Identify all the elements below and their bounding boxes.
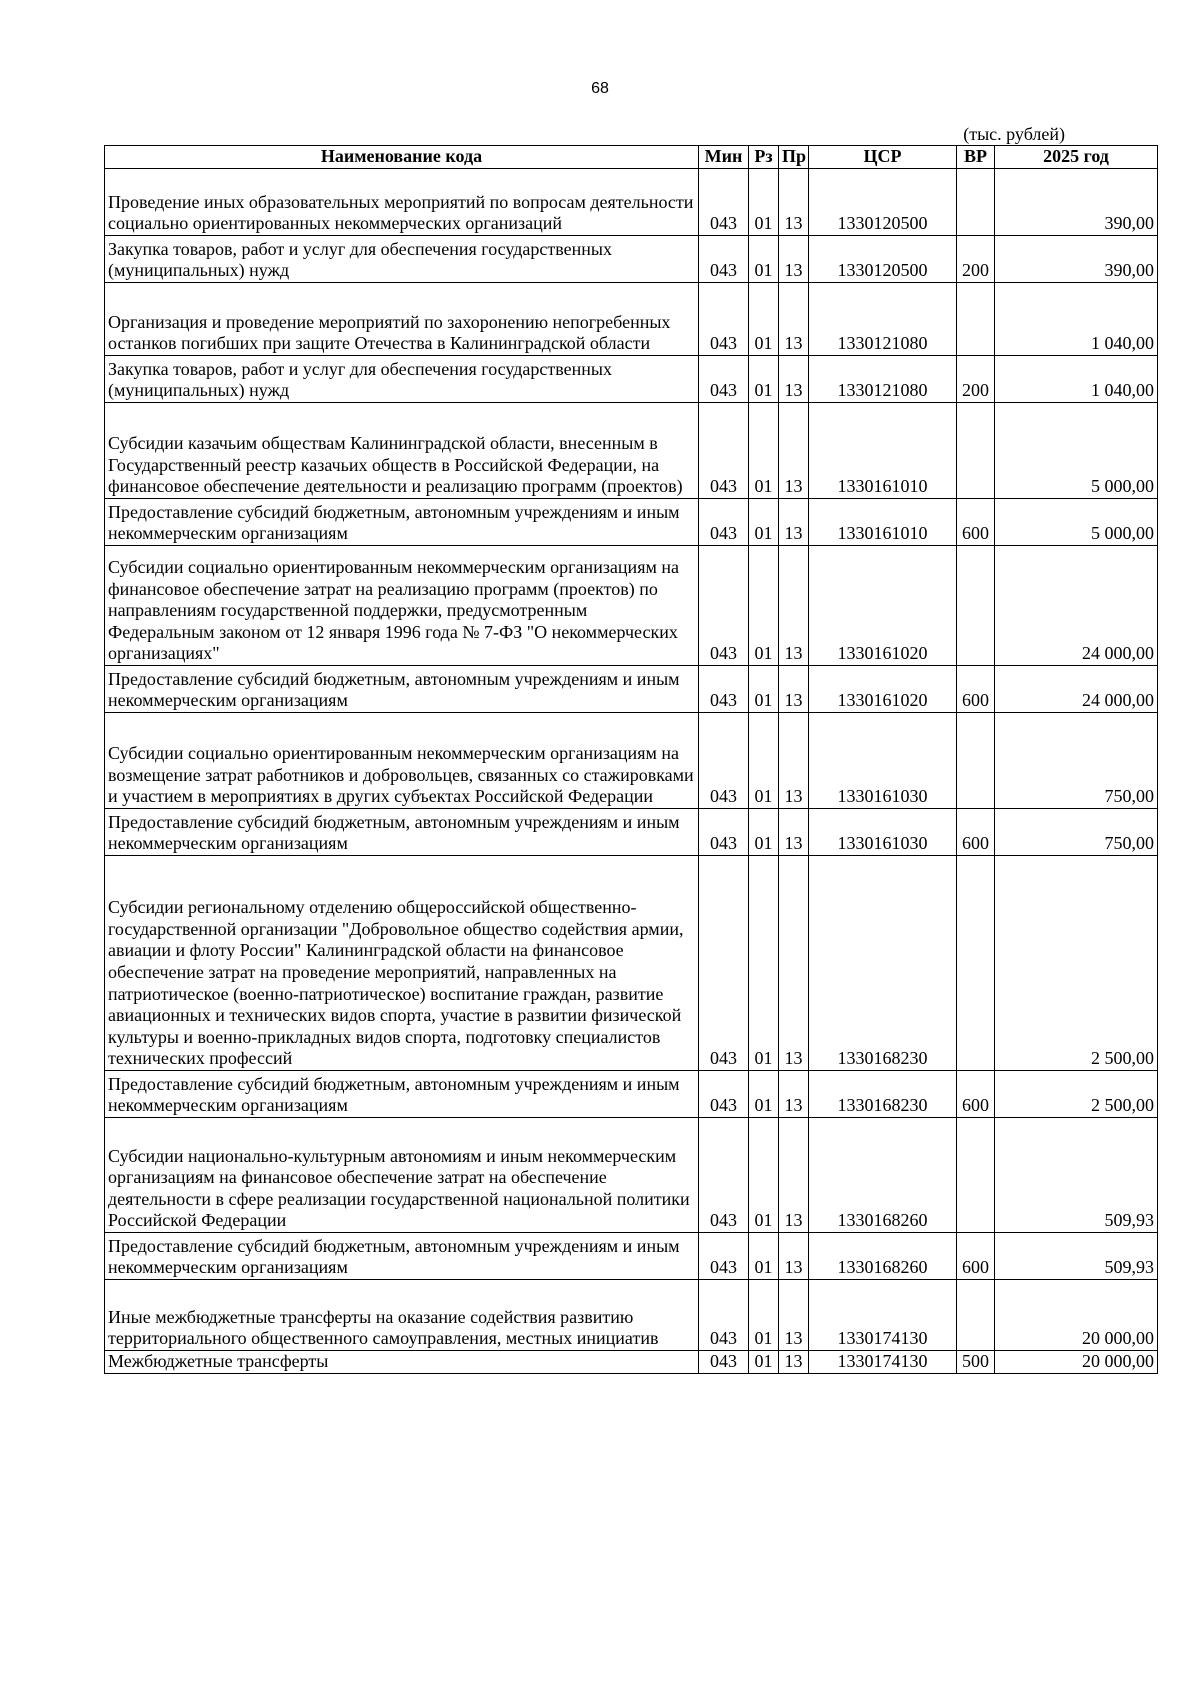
cell-vr: 600	[957, 1071, 995, 1118]
header-year: 2025 год	[995, 146, 1158, 169]
cell-value: 750,00	[995, 713, 1158, 809]
cell-min: 043	[699, 236, 749, 283]
cell-csr: 1330168230	[809, 856, 957, 1071]
cell-name: Предоставление субсидий бюджетным, автономным учреждениям и иным некоммерческим организациям	[105, 809, 699, 856]
cell-min: 043	[699, 283, 749, 356]
cell-value: 24 000,00	[995, 546, 1158, 666]
table-row	[105, 283, 1158, 356]
cell-value: 24 000,00	[995, 666, 1158, 713]
cell-rz: 01	[749, 856, 779, 1071]
cell-rz: 01	[749, 356, 779, 403]
cell-name: Закупка товаров, работ и услуг для обеспечения государственных (муниципальных) нужд	[105, 356, 699, 403]
cell-vr	[957, 856, 995, 1071]
cell-name: Предоставление субсидий бюджетным, автономным учреждениям и иным некоммерческим организациям	[105, 499, 699, 546]
cell-csr: 1330168260	[809, 1118, 957, 1233]
cell-min: 043	[699, 1071, 749, 1118]
cell-vr	[957, 169, 995, 236]
cell-csr: 1330174130	[809, 1280, 957, 1351]
cell-min: 043	[699, 1351, 749, 1374]
cell-value: 2 500,00	[995, 856, 1158, 1071]
cell-rz: 01	[749, 169, 779, 236]
page-number: 68	[591, 80, 609, 97]
cell-csr: 1330168230	[809, 1071, 957, 1118]
cell-pr: 13	[779, 666, 809, 713]
table-row	[105, 546, 1158, 666]
table-row	[105, 356, 1158, 403]
cell-value: 20 000,00	[995, 1351, 1158, 1374]
cell-name: Закупка товаров, работ и услуг для обеспечения государственных (муниципальных) нужд	[105, 236, 699, 283]
table-row	[105, 403, 1158, 499]
cell-pr: 13	[779, 499, 809, 546]
cell-rz: 01	[749, 666, 779, 713]
cell-vr: 600	[957, 809, 995, 856]
cell-value: 509,93	[995, 1233, 1158, 1280]
cell-min: 043	[699, 169, 749, 236]
cell-value: 509,93	[995, 1118, 1158, 1233]
cell-rz: 01	[749, 283, 779, 356]
cell-pr: 13	[779, 856, 809, 1071]
cell-name: Организация и проведение мероприятий по захоронению непогребенных останков погибших при защите Отечества в Калининградской области	[105, 283, 699, 356]
cell-pr: 13	[779, 283, 809, 356]
cell-name: Иные межбюджетные трансферты на оказание содействия развитию территориального общественного самоуправления, местных инициатив	[105, 1280, 699, 1351]
header-name: Наименование кода	[105, 146, 699, 169]
cell-pr: 13	[779, 809, 809, 856]
table-row	[105, 1118, 1158, 1233]
cell-min: 043	[699, 856, 749, 1071]
cell-rz: 01	[749, 1071, 779, 1118]
header-pr: Пр	[779, 146, 809, 169]
cell-vr: 600	[957, 499, 995, 546]
cell-rz: 01	[749, 236, 779, 283]
cell-pr: 13	[779, 1118, 809, 1233]
cell-vr	[957, 1118, 995, 1233]
cell-csr: 1330161020	[809, 666, 957, 713]
cell-rz: 01	[749, 403, 779, 499]
cell-csr: 1330161030	[809, 713, 957, 809]
cell-rz: 01	[749, 1118, 779, 1233]
cell-value: 750,00	[995, 809, 1158, 856]
budget-table	[104, 145, 1158, 1374]
cell-pr: 13	[779, 713, 809, 809]
cell-rz: 01	[749, 1280, 779, 1351]
cell-rz: 01	[749, 1233, 779, 1280]
cell-value: 390,00	[995, 169, 1158, 236]
cell-vr: 200	[957, 236, 995, 283]
cell-csr: 1330174130	[809, 1351, 957, 1374]
table-row	[105, 1280, 1158, 1351]
cell-name: Субсидии социально ориентированным некоммерческим организациям на возмещение затрат работников и добровольцев, связанных со стажировками и участием в мероприятиях в других субъектах Российской Федерации	[105, 713, 699, 809]
cell-min: 043	[699, 1280, 749, 1351]
cell-min: 043	[699, 403, 749, 499]
cell-csr: 1330120500	[809, 236, 957, 283]
cell-csr: 1330168260	[809, 1233, 957, 1280]
cell-csr: 1330161010	[809, 499, 957, 546]
header-rz: Рз	[749, 146, 779, 169]
cell-name: Субсидии региональному отделению общероссийской общественно-государственной организации "Добровольное общество содействия армии, авиации и флоту России" Калининградской области на финансовое обеспечение затрат на проведение мероприятий, направленных на патриотическое (военно-патриотическое) воспитание граждан, развитие авиационных и технических видов спорта, участие в развитии физической культуры и военно-прикладных видов спорта, подготовку специалистов технических профессий	[105, 856, 699, 1071]
cell-value: 1 040,00	[995, 283, 1158, 356]
cell-min: 043	[699, 1118, 749, 1233]
table-header-row	[105, 146, 1158, 169]
cell-name: Субсидии социально ориентированным некоммерческим организациям на финансовое обеспечение затрат на реализацию программ (проектов) по направлениям государственной поддержки, предусмотренным Федеральным законом от 12 января 1996 года № 7-ФЗ "О некоммерческих организациях"	[105, 546, 699, 666]
table-row	[105, 856, 1158, 1071]
cell-min: 043	[699, 499, 749, 546]
cell-pr: 13	[779, 546, 809, 666]
cell-csr: 1330161020	[809, 546, 957, 666]
cell-name: Предоставление субсидий бюджетным, автономным учреждениям и иным некоммерческим организациям	[105, 666, 699, 713]
cell-vr	[957, 546, 995, 666]
cell-min: 043	[699, 356, 749, 403]
cell-pr: 13	[779, 403, 809, 499]
cell-min: 043	[699, 713, 749, 809]
cell-value: 5 000,00	[995, 403, 1158, 499]
cell-min: 043	[699, 1233, 749, 1280]
table-row	[105, 1233, 1158, 1280]
cell-rz: 01	[749, 546, 779, 666]
cell-rz: 01	[749, 499, 779, 546]
cell-min: 043	[699, 546, 749, 666]
cell-pr: 13	[779, 169, 809, 236]
cell-value: 20 000,00	[995, 1280, 1158, 1351]
cell-vr: 600	[957, 1233, 995, 1280]
table-row	[105, 713, 1158, 809]
cell-csr: 1330121080	[809, 283, 957, 356]
cell-name: Предоставление субсидий бюджетным, автономным учреждениям и иным некоммерческим организациям	[105, 1233, 699, 1280]
cell-vr: 200	[957, 356, 995, 403]
cell-vr: 600	[957, 666, 995, 713]
cell-rz: 01	[749, 1351, 779, 1374]
units-label: (тыс. рублей)	[963, 124, 1065, 144]
cell-vr	[957, 283, 995, 356]
cell-vr	[957, 713, 995, 809]
header-vr: ВР	[957, 146, 995, 169]
table-row	[105, 1071, 1158, 1118]
table-row	[105, 236, 1158, 283]
cell-value: 1 040,00	[995, 356, 1158, 403]
cell-name: Субсидии национально-культурным автономиям и иным некоммерческим организациям на финансовое обеспечение затрат на обеспечение деятельности в сфере реализации государственной национальной политики Российской Федерации	[105, 1118, 699, 1233]
cell-min: 043	[699, 666, 749, 713]
cell-csr: 1330120500	[809, 169, 957, 236]
table-row	[105, 1351, 1158, 1374]
table-row	[105, 666, 1158, 713]
cell-value: 5 000,00	[995, 499, 1158, 546]
cell-name: Проведение иных образовательных мероприятий по вопросам деятельности социально ориентированных некоммерческих организаций	[105, 169, 699, 236]
cell-value: 390,00	[995, 236, 1158, 283]
cell-name: Субсидии казачьим обществам Калининградской области, внесенным в Государственный реестр казачьих обществ в Российской Федерации, на финансовое обеспечение деятельности и реализацию программ (проектов)	[105, 403, 699, 499]
cell-csr: 1330161010	[809, 403, 957, 499]
cell-pr: 13	[779, 236, 809, 283]
cell-vr	[957, 1280, 995, 1351]
cell-vr	[957, 403, 995, 499]
cell-pr: 13	[779, 356, 809, 403]
cell-name: Межбюджетные трансферты	[105, 1351, 699, 1374]
cell-name: Предоставление субсидий бюджетным, автономным учреждениям и иным некоммерческим организациям	[105, 1071, 699, 1118]
cell-value: 2 500,00	[995, 1071, 1158, 1118]
header-csr: ЦСР	[809, 146, 957, 169]
table-row	[105, 169, 1158, 236]
table-row	[105, 499, 1158, 546]
cell-vr: 500	[957, 1351, 995, 1374]
cell-pr: 13	[779, 1351, 809, 1374]
cell-pr: 13	[779, 1233, 809, 1280]
cell-rz: 01	[749, 809, 779, 856]
cell-csr: 1330161030	[809, 809, 957, 856]
header-min: Мин	[699, 146, 749, 169]
cell-pr: 13	[779, 1280, 809, 1351]
table-row	[105, 809, 1158, 856]
cell-pr: 13	[779, 1071, 809, 1118]
cell-rz: 01	[749, 713, 779, 809]
cell-min: 043	[699, 809, 749, 856]
cell-csr: 1330121080	[809, 356, 957, 403]
